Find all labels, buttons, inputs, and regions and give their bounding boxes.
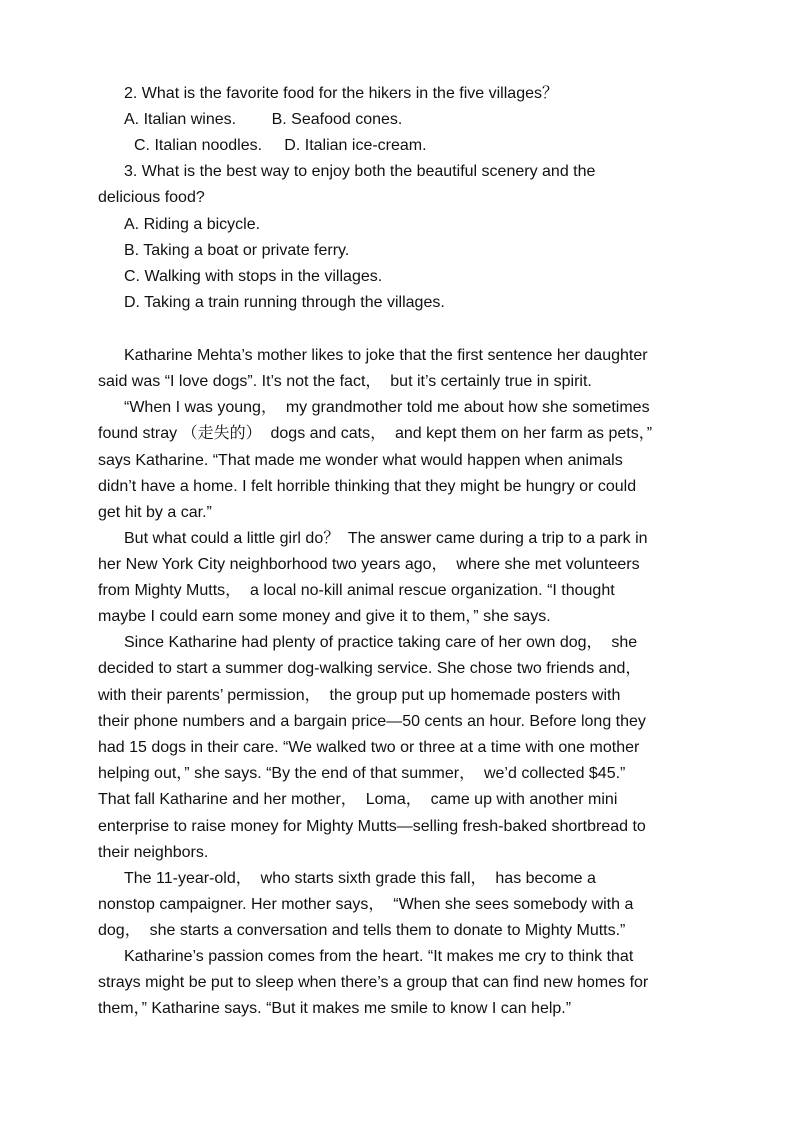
passage-line: Katharine’s passion comes from the heart. “It makes me cry to think that [124,948,634,965]
question-3-option-c: C. Walking with stops in the villages. [124,268,383,285]
question-2-stem: 2. What is the favorite food for the hikers in the five villages？ [124,85,558,102]
passage-line: decided to start a summer dog-walking service. She chose two friends and， [98,660,642,677]
passage-line: “When I was young， my grandmother told me about how she sometimes [124,399,650,416]
passage-line: said was “I love dogs”. It’s not the fact， but it’s certainly true in spirit. [98,373,592,390]
passage-line: with their parents’ permission， the group put up homemade posters with [98,687,621,704]
passage-line: their phone numbers and a bargain price—50 cents an hour. Before long they [98,713,646,730]
passage-line: didn’t have a home. I felt horrible thinking that they might be hungry or could [98,478,637,495]
passage-line: That fall Katharine and her mother， Loma， came up with another mini [98,791,618,808]
passage-line: their neighbors. [98,844,209,861]
question-2-options-ab: A. Italian wines. B. Seafood cones. [124,111,403,128]
passage-line: her New York City neighborhood two years ago， where she met volunteers [98,556,640,573]
passage-line: had 15 dogs in their care. “We walked two or three at a time with one mother [98,739,640,756]
passage-line: Katharine Mehta’s mother likes to joke that the first sentence her daughter [124,347,648,364]
passage-line: enterprise to raise money for Mighty Mutts—selling fresh-baked shortbread to [98,818,646,835]
passage-line: But what could a little girl do？ The answer came during a trip to a park in [124,530,648,547]
passage-line: helping out，” she says. “By the end of that summer， we’d collected $45.” [98,765,626,782]
passage-line: Since Katharine had plenty of practice taking care of her own dog， she [124,634,638,651]
passage-line: found stray （走失的） dogs and cats， and kept them on her farm as pets，” [98,425,653,442]
passage-line: dog， she starts a conversation and tells them to donate to Mighty Mutts.” [98,922,626,939]
passage-line: nonstop campaigner. Her mother says， “When she sees somebody with a [98,896,634,913]
question-3-option-a: A. Riding a bicycle. [124,216,261,233]
passage-line: them，” Katharine says. “But it makes me smile to know I can help.” [98,1000,572,1017]
question-3-stem-line-2: delicious food? [98,189,205,206]
question-3-option-b: B. Taking a boat or private ferry. [124,242,350,259]
passage-line: strays might be put to sleep when there’s a group that can find new homes for [98,974,649,991]
passage-line: get hit by a car.” [98,504,212,521]
question-3-stem-line-1: 3. What is the best way to enjoy both the beautiful scenery and the [124,163,596,180]
passage-line: maybe I could earn some money and give it to them，” she says. [98,608,551,625]
passage-line: from Mighty Mutts， a local no-kill animal rescue organization. “I thought [98,582,615,599]
question-3-option-d: D. Taking a train running through the villages. [124,294,445,311]
passage-line: The 11-year-old， who starts sixth grade this fall， has become a [124,870,596,887]
passage-line: says Katharine. “That made me wonder what would happen when animals [98,452,623,469]
question-2-options-cd: C. Italian noodles. D. Italian ice-cream. [134,137,427,154]
